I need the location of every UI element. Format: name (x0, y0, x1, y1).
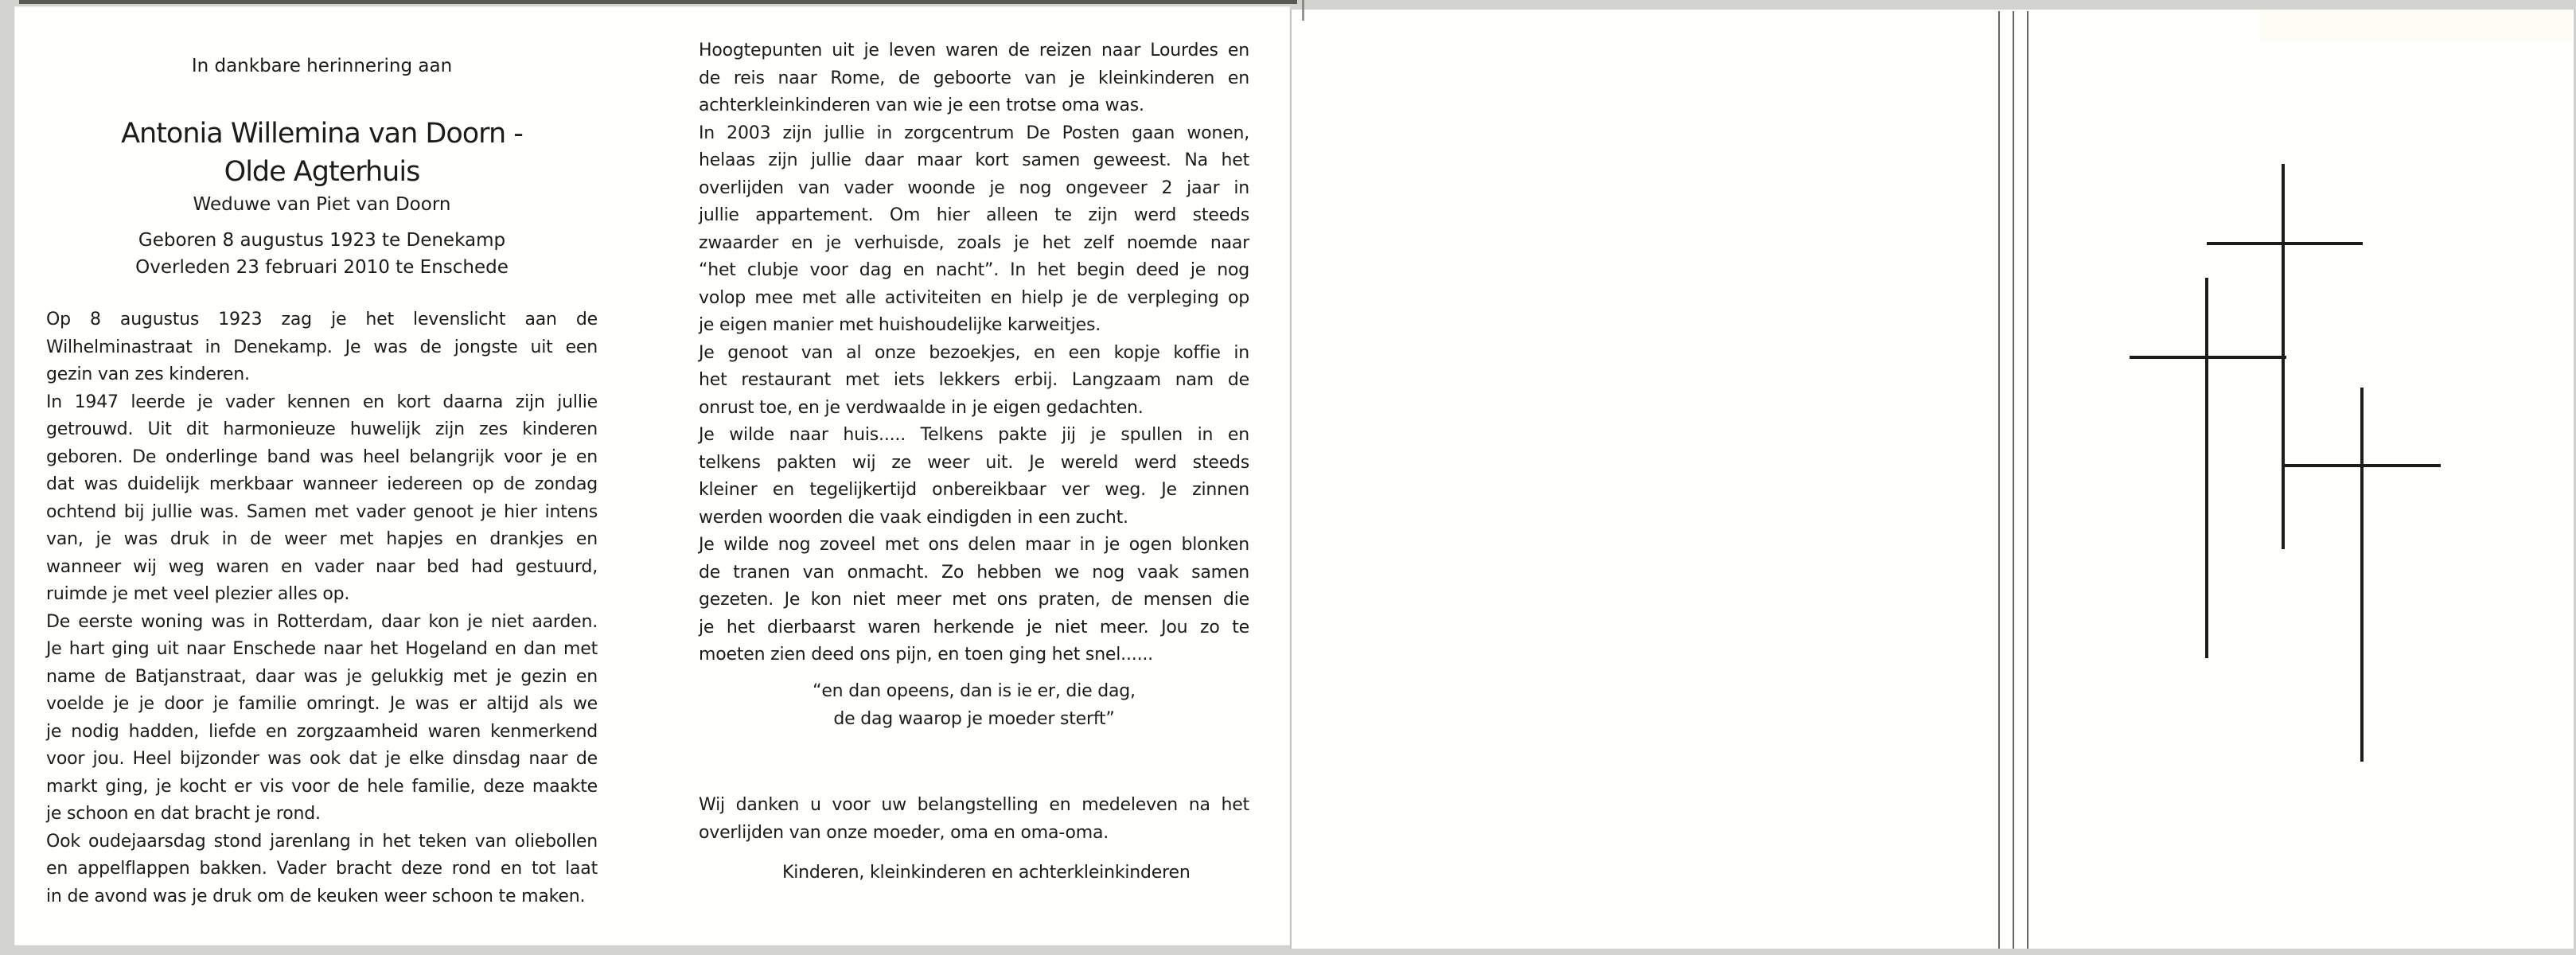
text-line: kleiner en tegelijkertijd onbereikbaar ver weg. Je zinnen (699, 480, 1249, 500)
paragraph (699, 792, 1249, 847)
paragraph (46, 609, 598, 828)
text-line: en appelflappen bakken. Vader bracht deze rond en tot laat (46, 859, 598, 879)
text-line: voor jou. Heel bijzonder was ook dat je elke dinsdag naar de (46, 749, 598, 769)
birth-line: Geboren 8 augustus 1923 te Denekamp (138, 230, 506, 251)
text-line: telkens pakten wij ze weer uit. Je wereld werd steeds (699, 452, 1249, 473)
quote-line: de dag waarop je moeder sterft” (833, 708, 1115, 729)
birth-death-dates (46, 227, 598, 281)
paragraph (46, 828, 598, 911)
quote-line: “en dan opeens, dan is ie er, die dag, (813, 681, 1136, 701)
text-line: je het dierbaarst waren herkende je niet meer. Jou zo te (699, 617, 1249, 637)
paragraph (699, 532, 1249, 669)
text-line: onrust toe, en je verdwaalde in je eigen gedachten. (699, 397, 1144, 418)
cross-vertical (2205, 278, 2208, 658)
text-line: dat was duidelijk merkbaar wanneer iedereen op de zondag (46, 474, 598, 494)
paragraph (699, 422, 1249, 532)
text-line: ochtend bij jullie was. Samen met vader genoot je hier intens (46, 501, 598, 522)
dedication-line: In dankbare herinnering aan (191, 56, 453, 76)
text-line: In 2003 zijn jullie in zorgcentrum De Posten gaan wonen, (699, 123, 1249, 143)
text-line: je nodig hadden, liefde en zorgzaamheid waren kenmerkend (46, 721, 598, 742)
paragraph (46, 389, 598, 609)
text-line: Je wilde nog zoveel met ons delen maar in je ogen blonken (699, 535, 1249, 555)
text-line: geboren. De onderlinge band was heel belangrijk voor je en (46, 446, 598, 467)
paragraph (46, 306, 598, 389)
text-line: Je hart ging uit naar Enschede naar het Hogeland en dan met (46, 639, 598, 659)
text-line: voelde je je door je familie omringt. Je was er altijd als we (46, 694, 598, 714)
text-line: Wilhelminastraat in Denekamp. Je was de jongste uit een (46, 337, 598, 357)
pinstripe (1998, 11, 2000, 949)
text-line: van, je was druk in de weer met hapjes en drankjes en (46, 529, 598, 549)
text-line: Wij danken u voor uw belangstelling en medeleven na het (699, 795, 1249, 815)
text-line: wanneer wij weg waren en vader naar bed had gestuurd, (46, 556, 598, 577)
text-line: je schoon en dat bracht je rond. (46, 804, 321, 824)
memories-paragraphs (699, 37, 1249, 669)
pinstripe (2027, 11, 2028, 949)
text-line: name de Batjanstraat, daar was je gelukkig met je gezin en (46, 666, 598, 687)
signature-text: Kinderen, kleinkinderen en achterkleinkinderen (782, 863, 1191, 883)
card-fold-seam (1302, 0, 1304, 21)
text-line: helaas zijn jullie daar maar kort samen geweest. Na het (699, 150, 1249, 170)
text-line: In 1947 leerde je vader kennen en kort daarna zijn jullie (46, 392, 598, 412)
acknowledgement (699, 792, 1249, 847)
text-line: moeten zien deed ons pijn, en toen ging het snel...... (699, 645, 1153, 665)
paragraph (699, 120, 1249, 340)
cross-bar (2207, 242, 2363, 245)
poem-quote (699, 678, 1249, 733)
paragraph (699, 37, 1249, 120)
text-line: “het clubje voor dag en nacht”. In het begin deed je nog (699, 260, 1249, 280)
text-line: gezeten. Je kon niet meer met ons praten, de mensen die (699, 590, 1249, 610)
text-line: achterkleinkinderen van wie je een trotse oma was. (699, 96, 1144, 115)
text-line: Op 8 augustus 1923 zag je het levenslicht aan de (46, 310, 598, 329)
cross-bar (2283, 464, 2441, 467)
text-line: de reis naar Rome, de geboorte van je kleinkinderen en (699, 68, 1249, 88)
deceased-name-line2: Olde Agterhuis (224, 156, 420, 188)
text-line: overlijden van vader woonde je nog ongeveer 2 jaar in (699, 177, 1249, 198)
text-line: volop mee met alle activiteiten en hielp je de verpleging op (699, 287, 1249, 308)
text-line: zwaarder en je verhuisde, zoals je het zelf noemde naar (699, 232, 1249, 253)
text-line: getrouwd. Uit dit harmonieuze huwelijk zijn zes kinderen (46, 419, 598, 439)
text-line: De eerste woning was in Rotterdam, daar kon je niet aarden. (46, 611, 598, 632)
text-line: werden woorden die vaak eindigden in een zucht. (699, 507, 1128, 528)
text-line: het restaurant met iets lekkers erbij. Langzaam nam de (699, 370, 1249, 390)
scan-tint (2260, 10, 2572, 41)
deceased-name-line1: Antonia Willemina van Doorn - (121, 118, 523, 150)
text-line: Je genoot van al onze bezoekjes, en een kopje koffie in (699, 342, 1249, 363)
text-line: je eigen manier met huishoudelijke karweitjes. (699, 315, 1101, 335)
cross-vertical (2360, 388, 2364, 762)
death-line: Overleden 23 februari 2010 te Enschede (135, 257, 509, 278)
left-text-column (46, 0, 598, 955)
deceased-name (46, 115, 598, 191)
text-line: overlijden van onze moeder, oma en oma-oma. (699, 822, 1109, 843)
text-line: in de avond was je druk om de keuken weer schoon te maken. (46, 886, 586, 906)
text-line: de tranen van onmacht. Zo hebben we nog vaak samen (699, 562, 1249, 583)
text-line: ruimde je met veel plezier alles op. (46, 584, 350, 604)
text-line: jullie appartement. Om hier alleen te zijn werd steeds (699, 205, 1249, 225)
signature-line (699, 860, 1249, 887)
right-text-column (699, 0, 1249, 955)
pinstripe (2013, 11, 2014, 949)
text-line: Je wilde naar huis..... Telkens pakte jij je spullen in en (699, 425, 1249, 445)
text-line: markt ging, je kocht er vis voor de hele familie, deze maakte (46, 776, 598, 797)
cross-bar (2130, 356, 2286, 359)
widow-line: Weduwe van Piet van Doorn (193, 194, 451, 215)
text-line: gezin van zes kinderen. (46, 364, 250, 384)
text-line: Ook oudejaarsdag stond jarenlang in het teken van oliebollen (46, 831, 598, 852)
text-line: Hoogtepunten uit je leven waren de reizen naar Lourdes en (699, 41, 1249, 60)
biography-paragraphs (46, 306, 598, 910)
cover-card (1290, 10, 2575, 949)
paragraph (699, 340, 1249, 423)
